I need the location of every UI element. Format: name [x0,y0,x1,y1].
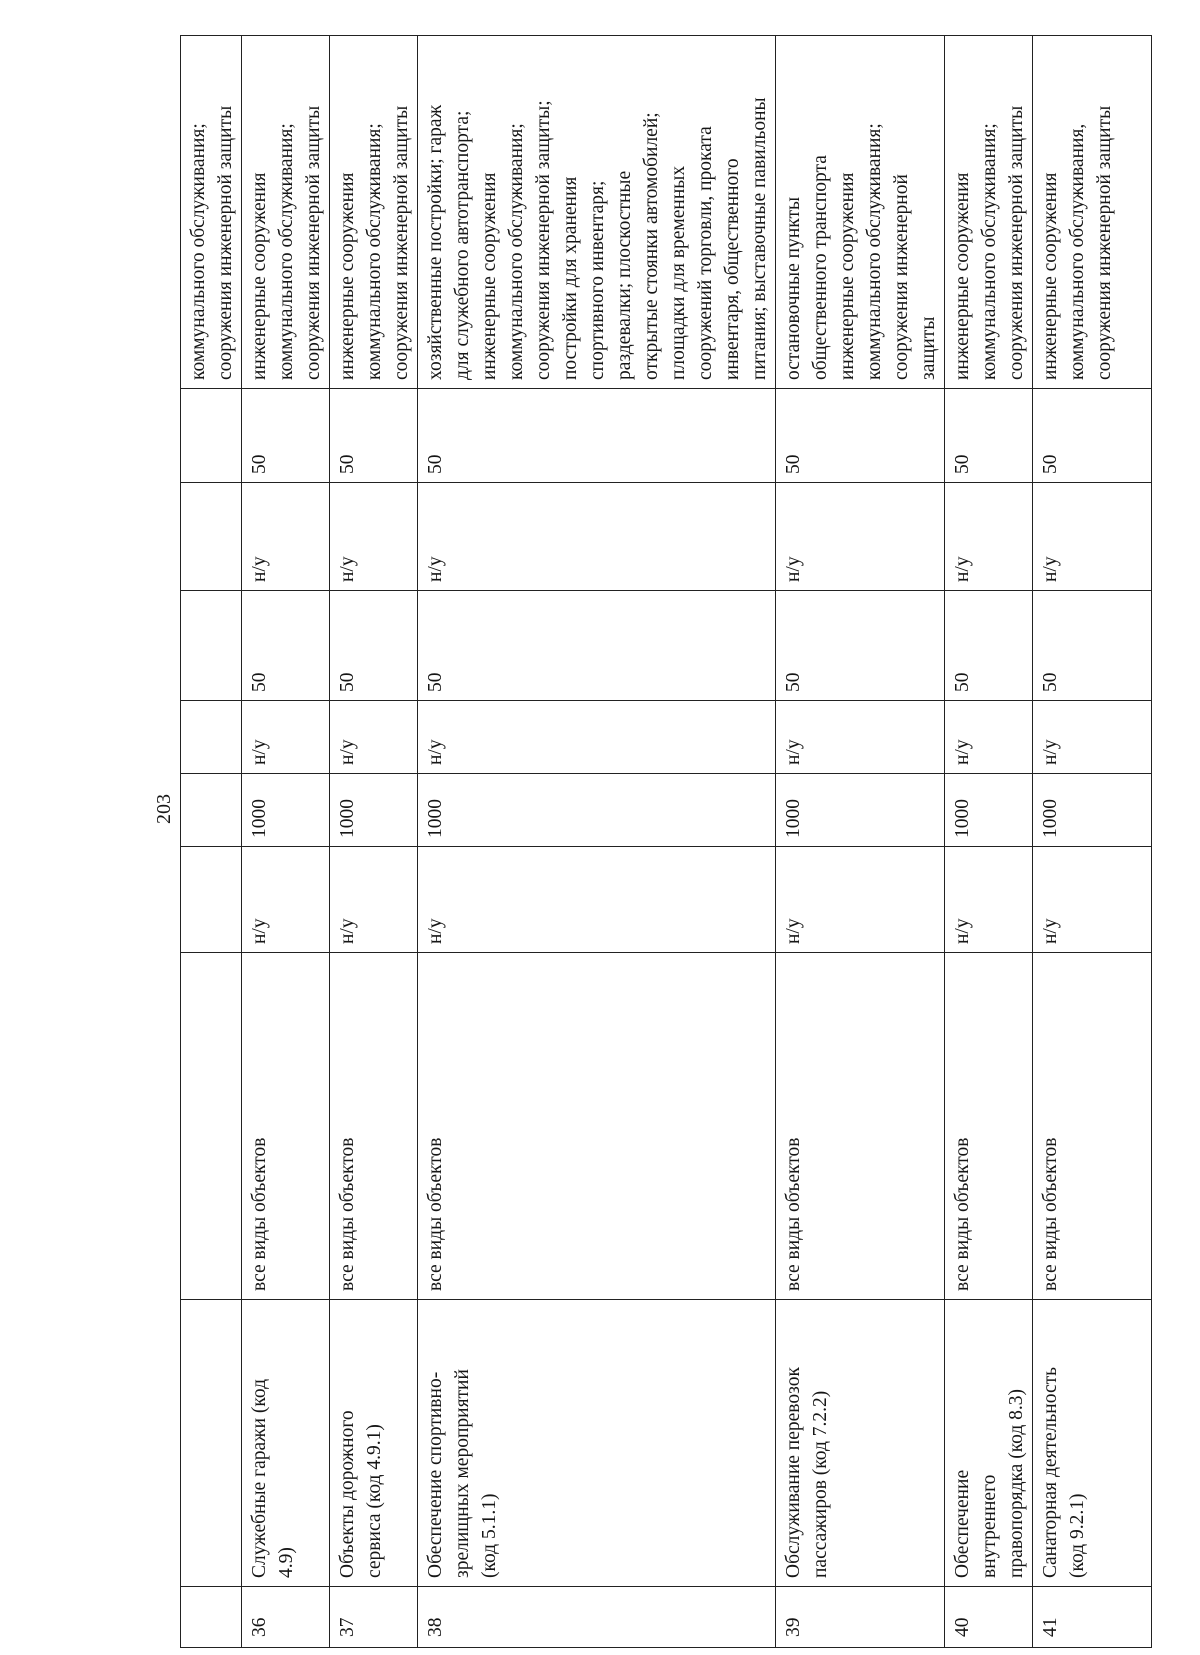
text-line: сооружения инженерной защиты [391,105,412,380]
row-number: 37 [330,1587,418,1648]
text-line: инженерные сооружения [249,172,270,380]
text-line: площадки для временных [668,165,689,380]
table-cell: н/у [330,701,418,774]
text-line: Обеспечение спортивно- [425,1371,446,1578]
table-cell: 50 [330,389,418,483]
text-line: коммунального обслуживания; [364,123,385,380]
table-cell: 1000 [242,774,330,847]
table-row [1033,36,1152,1648]
text-line: сооружения инженерной защиты [303,105,324,380]
table-cell: 50 [1033,389,1152,483]
table-row [776,36,945,1648]
permitted-uses-text [185,42,239,380]
text-line: хозяйственные постройки; гараж [425,104,446,380]
table-cell: н/у [776,483,945,591]
row-number: 36 [242,1587,330,1648]
text-line: открытые стоянки автомобилей; [641,112,662,380]
text-line: коммунального обслуживания, [1067,123,1088,380]
table-cell: 1000 [1033,774,1152,847]
object-types: все виды объектов [418,953,776,1300]
text-line: постройки для хранения [560,176,581,380]
text-line: для служебного автотранспорта; [452,110,473,380]
land-use-type [776,1300,945,1587]
text-line: сооружений торговли, проката [695,126,716,380]
table-cell: 50 [776,389,945,483]
text-line: 4.9) [276,1547,297,1578]
rotated-page-content [180,36,1115,1648]
table-cell: н/у [776,847,945,953]
table-row [945,36,1033,1648]
table-cell: 50 [242,389,330,483]
text-line: коммунального обслуживания; [506,123,527,380]
text-line: инженерные сооружения [479,172,500,380]
table-cell: н/у [776,701,945,774]
table-cell: н/у [418,847,776,953]
table-cell: н/у [1033,483,1152,591]
text-line: (код 9.2.1) [1067,1493,1088,1578]
object-types: все виды объектов [330,953,418,1300]
object-types: все виды объектов [1033,953,1152,1300]
text-line: коммунального обслуживания; [188,123,209,380]
table-cell: 50 [945,389,1033,483]
table-cell [181,1300,242,1587]
table-cell-permitted-uses [242,36,330,389]
table-cell: н/у [1033,701,1152,774]
object-types: все виды объектов [242,953,330,1300]
table-cell: н/у [418,701,776,774]
text-line: сооружения инженерной защиты [1094,105,1115,380]
table-cell [181,847,242,953]
text-line: сервиса (код 4.9.1) [364,1424,385,1578]
text-line: внутреннего [979,1474,1000,1578]
text-line: защиты [918,316,939,380]
table-cell: 50 [418,389,776,483]
text-line: правопорядка (код 8.3) [1006,1388,1027,1578]
table-cell [181,953,242,1300]
land-use-type [330,1300,418,1587]
text-line: инженерные сооружения [837,172,858,380]
text-line: инженерные сооружения [337,172,358,380]
row-number: 38 [418,1587,776,1648]
text-line: (код 5.1.1) [479,1493,500,1578]
table-cell [181,1587,242,1648]
table-cell: 50 [418,591,776,701]
text-line: пассажиров (код 7.2.2) [810,1390,831,1578]
text-line: остановочные пункты [783,196,804,380]
text-line: коммунального обслуживания; [864,123,885,380]
text-line: раздевалки; плоскостные [614,170,635,380]
table-row [242,36,330,1648]
table-cell [181,483,242,591]
table-cell-permitted-uses [1033,36,1152,389]
row-number: 41 [1033,1587,1152,1648]
row-number: 40 [945,1587,1033,1648]
table-cell: н/у [242,847,330,953]
table-row [181,36,242,1648]
table-cell-permitted-uses [945,36,1033,389]
table-cell: н/у [330,847,418,953]
table-cell: 50 [776,591,945,701]
text-line: общественного транспорта [810,155,831,380]
row-number: 39 [776,1587,945,1648]
table-cell-permitted-uses [330,36,418,389]
text-line: Обеспечение [952,1469,973,1578]
table-cell: н/у [945,483,1033,591]
text-line: спортивного инвентаря; [587,180,608,380]
text-line: коммунального обслуживания; [979,123,1000,380]
table-cell: 1000 [945,774,1033,847]
text-line: сооружения инженерной [891,174,912,380]
text-line: сооружения инженерной защиты; [533,100,554,380]
land-use-type [418,1300,776,1587]
table-cell: н/у [945,701,1033,774]
land-use-type [1033,1300,1152,1587]
table-cell: 50 [945,591,1033,701]
table-cell: 1000 [330,774,418,847]
table-row [418,36,776,1648]
table-cell: н/у [242,701,330,774]
object-types: все виды объектов [776,953,945,1300]
text-line: Обслуживание перевозок [783,1367,804,1578]
land-use-type [945,1300,1033,1587]
land-use-type [242,1300,330,1587]
text-line: коммунального обслуживания; [276,123,297,380]
text-line: инженерные сооружения [1040,172,1061,380]
table-cell [181,591,242,701]
table-cell: н/у [242,483,330,591]
table-cell: н/у [1033,847,1152,953]
table-cell: 50 [330,591,418,701]
text-line: сооружения инженерной защиты [1006,105,1027,380]
table-cell-permitted-uses [181,36,242,389]
table-cell-permitted-uses [776,36,945,389]
text-line: инвентаря, общественного [722,158,743,380]
table-cell: 1000 [776,774,945,847]
table-cell: н/у [330,483,418,591]
table-cell: 50 [1033,591,1152,701]
table-cell [181,389,242,483]
table-cell [181,701,242,774]
text-line: сооружения инженерной защиты [215,105,236,380]
text-line: питания; выставочные павильоны [749,97,770,380]
text-line: зрелищных мероприятий [452,1369,473,1578]
text-line: Служебные гаражи (код [249,1378,270,1578]
table-row [330,36,418,1648]
object-types: все виды объектов [945,953,1033,1300]
land-use-regulations-table [180,35,1152,1648]
table-cell-permitted-uses [418,36,776,389]
page-number: 203 [153,794,175,824]
table-cell: н/у [945,847,1033,953]
text-line: Объекты дорожного [337,1410,358,1578]
table-cell: 1000 [418,774,776,847]
text-line: инженерные сооружения [952,172,973,380]
text-line: Санаторная деятельность [1040,1366,1061,1578]
table-cell: 50 [242,591,330,701]
table-cell: н/у [418,483,776,591]
table-cell [181,774,242,847]
